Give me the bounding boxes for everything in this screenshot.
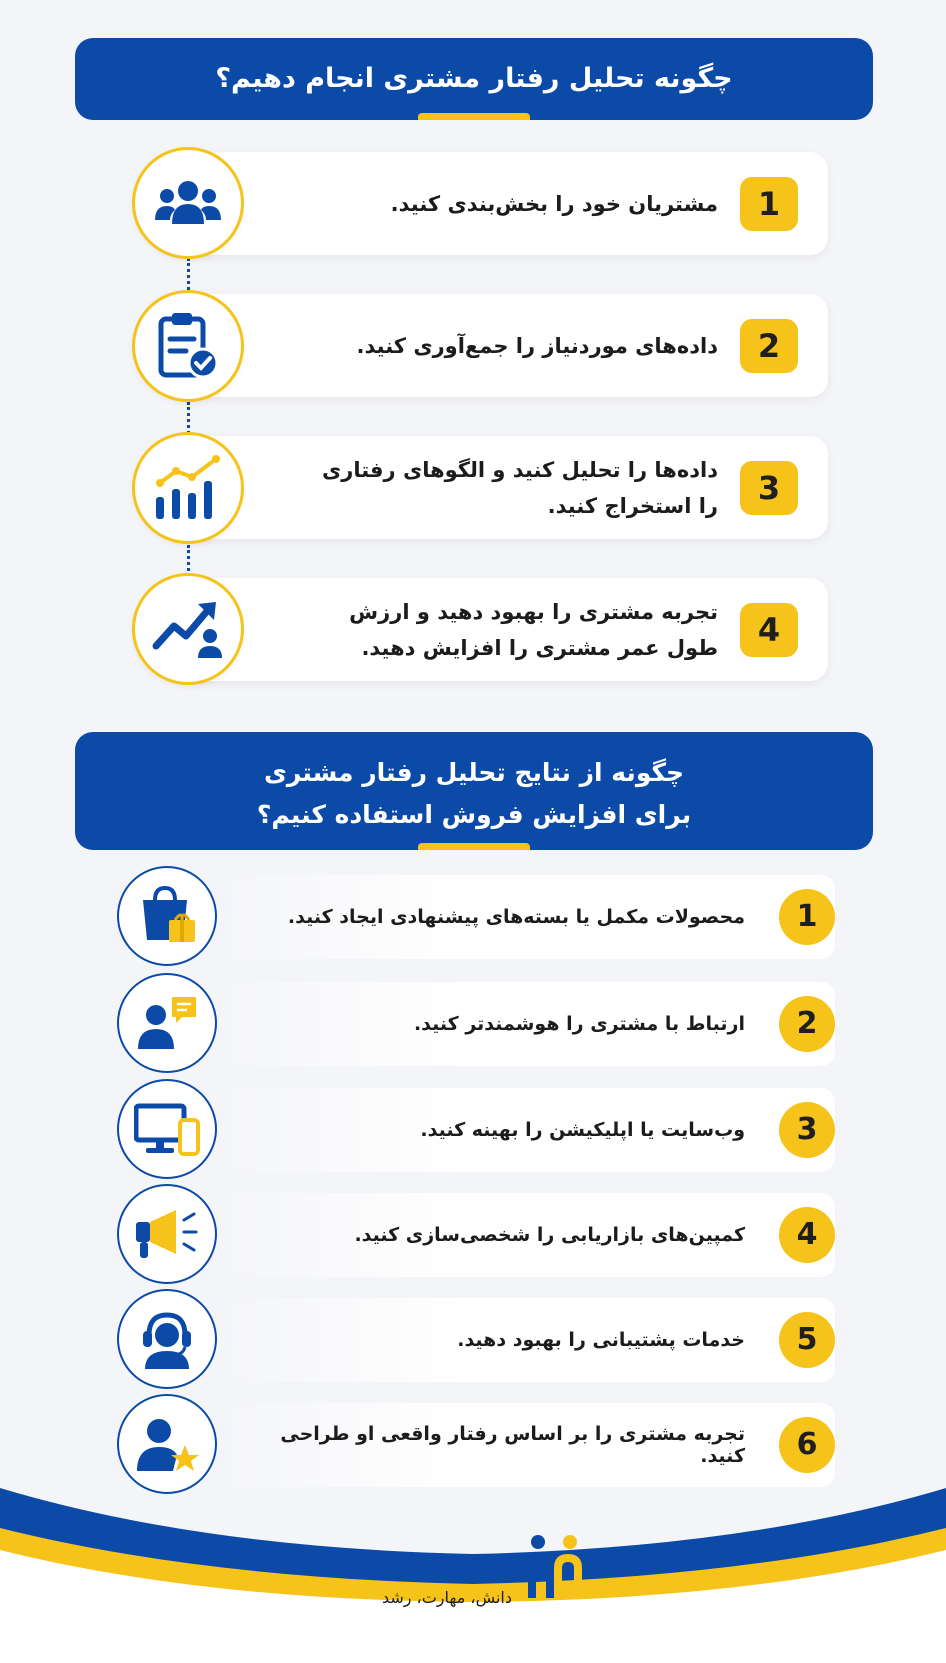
connector-line	[187, 402, 190, 434]
header-underline	[418, 113, 530, 120]
support-headset-icon	[117, 1289, 217, 1389]
section2-title-line2: برای افزایش فروش استفاده کنیم؟	[256, 800, 692, 829]
user-chat-icon	[117, 973, 217, 1073]
tip-text: محصولات مکمل یا بسته‌های پیشنهادی ایجاد کنید.	[287, 906, 745, 928]
tip-text: ارتباط با مشتری را هوشمندتر کنید.	[413, 1013, 745, 1035]
section2-header	[75, 732, 873, 850]
megaphone-icon	[117, 1184, 217, 1284]
step-number: 1	[740, 177, 798, 231]
step-number: 2	[740, 319, 798, 373]
step-text: داده‌ها را تحلیل کنید و الگوهای رفتاری را استخراج کنید.	[322, 457, 718, 518]
tip-number: 5	[779, 1312, 835, 1368]
step-card-2	[178, 294, 828, 397]
tip-number: 3	[779, 1102, 835, 1158]
users-group-icon	[132, 147, 244, 259]
growth-user-icon	[132, 573, 244, 685]
shopping-bag-gift-icon	[117, 866, 217, 966]
tip-text: خدمات پشتیبانی را بهبود دهید.	[457, 1329, 745, 1351]
step-card-3	[178, 436, 828, 539]
tip-number: 4	[779, 1207, 835, 1263]
connector-line	[187, 258, 190, 290]
step-number: 3	[740, 461, 798, 515]
monitor-phone-icon	[117, 1079, 217, 1179]
brand-name: مدیرنو	[396, 1540, 512, 1581]
step-text: تجربه مشتری را بهبود دهید و ارزش طول عمر مشتری را افزایش دهید.	[349, 599, 718, 660]
brand-logo-icon	[524, 1534, 586, 1604]
brand-tagline: دانش، مهارت، رشد	[381, 1588, 512, 1607]
tip-row-5	[215, 1298, 835, 1382]
user-star-icon	[117, 1394, 217, 1494]
tip-row-3	[215, 1088, 835, 1172]
tip-row-2	[215, 982, 835, 1066]
tip-row-1	[215, 875, 835, 959]
clipboard-check-icon	[132, 290, 244, 402]
tip-number: 6	[779, 1417, 835, 1473]
tip-text: وب‌سایت یا اپلیکیشن را بهینه کنید.	[420, 1119, 745, 1141]
step-number: 4	[740, 603, 798, 657]
bar-chart-trend-icon	[132, 432, 244, 544]
section2-title-line1: چگونه از نتایج تحلیل رفتار مشتری	[263, 758, 685, 787]
tip-number: 1	[779, 889, 835, 945]
section1-title: چگونه تحلیل رفتار مشتری انجام دهیم؟	[215, 63, 733, 94]
tip-number: 2	[779, 996, 835, 1052]
step-text: مشتریان خود را بخش‌بندی کنید.	[390, 191, 718, 216]
step-text: داده‌های موردنیاز را جمع‌آوری کنید.	[356, 333, 718, 358]
step-card-1	[178, 152, 828, 255]
header-underline	[418, 843, 530, 850]
step-card-4	[178, 578, 828, 681]
tip-text: کمپین‌های بازاریابی را شخصی‌سازی کنید.	[354, 1224, 745, 1246]
tip-row-6	[215, 1403, 835, 1487]
tip-row-4	[215, 1193, 835, 1277]
section1-header	[75, 38, 873, 120]
tip-text: تجربه مشتری را بر اساس رفتار واقعی او طراحی کنید.	[280, 1423, 745, 1467]
